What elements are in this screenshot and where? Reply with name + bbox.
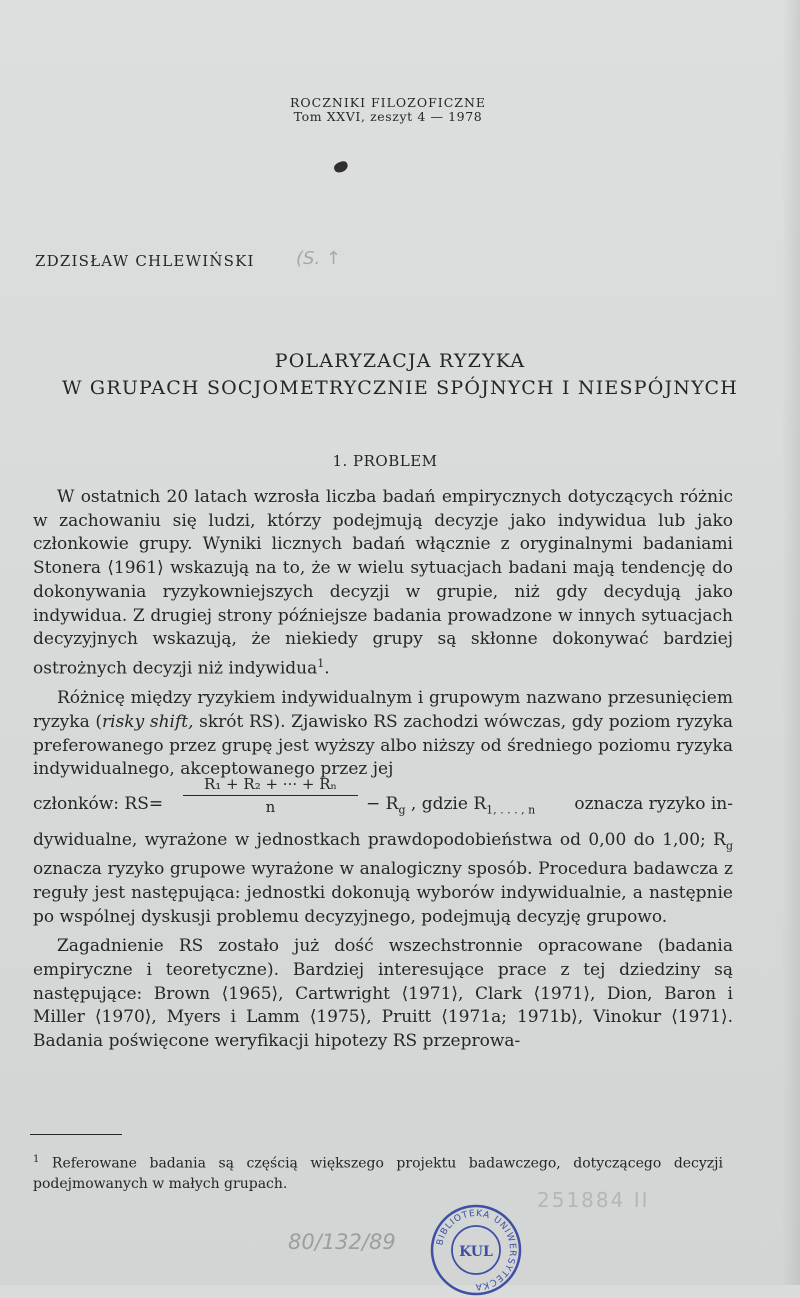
formula-minus: − R <box>366 794 399 815</box>
formula-sub-range: 1, . . . , n <box>486 803 536 817</box>
formula-denominator: n <box>265 798 276 817</box>
formula-sub-g: g <box>398 803 406 817</box>
paragraph-2-cont <box>33 829 733 929</box>
title-line-2: W GRUPACH SOCJOMETRYCZNIE SPÓJNYCH I NIESPÓJNYCH <box>61 377 739 399</box>
formula-where: , gdzie R <box>405 794 487 815</box>
footnote-ref: 1 <box>317 656 325 670</box>
paragraph-1-end: . <box>324 658 330 679</box>
paragraph-2-italic: risky shift, <box>102 711 194 732</box>
footnote-marker: 1 <box>33 1154 40 1165</box>
handwritten-note-right: 251884 II <box>537 1188 650 1212</box>
formula-line <box>33 775 733 829</box>
stamp-center-text: KUL <box>459 1244 493 1260</box>
formula-label: członków: RS= <box>33 794 164 815</box>
section-heading: 1. PROBLEM <box>332 452 438 470</box>
author-name: ZDZISŁAW CHLEWIŃSKI <box>35 252 255 270</box>
page-edge-shadow <box>782 0 800 1285</box>
journal-volume: Tom XXVI, zeszyt 4 — 1978 <box>293 109 483 124</box>
paragraph-2 <box>33 687 733 782</box>
body-text <box>33 486 733 1054</box>
title-line-1: POLARYZACJA RYZYKA <box>274 350 526 372</box>
handwritten-note-bottom: 80/132/89 <box>288 1230 396 1254</box>
paragraph-1 <box>33 486 733 681</box>
stamp-ring-path-text: BIBLIOTEKA UNIWERSYTECKA <box>435 1208 518 1292</box>
paragraph-2-sub-g: g <box>725 839 733 853</box>
library-stamp-icon <box>428 1202 524 1298</box>
formula-right: oznacza ryzyko in- <box>574 794 733 815</box>
paragraph-3: Zagadnienie RS zostało już dość wszechstronnie opracowane (badania empiryczne i teoretyczne). Bardziej interesujące prace z tej dziedziny są następujące: Brown ⟨1965⟩, Cartwright ⟨1971⟩, Clark ⟨1971⟩, Dion, Baron i Miller ⟨1970⟩, Myers i Lamm ⟨1975⟩, Pruitt ⟨1971a; 1971b⟩, Vinokur ⟨1971⟩. Badania poświęcone weryfikacji hipotezy RS przeprowa- <box>33 936 733 1052</box>
paragraph-2-text-b: skrót RS). Zjawisko RS zachodzi wówczas, gdy poziom ryzyka preferowanego przez grupę jest wyższy albo niższy od średniego poziomu ryzyka indywidualnego, akceptowanego przez jej <box>33 711 734 780</box>
footnote-text: Referowane badania są częścią większego projektu badawczego, dotyczącego decyzji podejmowanych w małych grupach. <box>33 1155 724 1192</box>
footnote-divider <box>30 1134 122 1135</box>
formula-fraction <box>183 774 358 818</box>
paragraph-2-text-a: Różnicę między ryzykiem indywidualnym i grupowym nazwano przesunięciem ryzyka ( <box>33 688 733 732</box>
ink-blot <box>333 160 350 174</box>
formula-numerator: R₁ + R₂ + ··· + Rₙ <box>183 774 358 796</box>
handwritten-note-top: (S. ↑ <box>296 248 341 269</box>
paragraph-2-text-c: dywidualne, wyrażone w jednostkach prawdopodobieństwa od 0,00 do 1,00; R <box>33 830 726 851</box>
paragraph-2-text-d: oznacza ryzyko grupowe wyrażone w analogiczny sposób. Procedura badawcza z reguły jest następująca: jednostki dokonują wyborów indywidualnie, a następnie po wspólnej dyskusji problemu decyzyjnego, podejmują decyzję grupowo. <box>33 859 733 927</box>
paragraph-1-text: W ostatnich 20 latach wzrosła liczba badań empirycznych dotyczących różnic w zachowaniu się ludzi, którzy podejmują decyzje jako indywidua lub jako członkowie grupy. Wyniki licznych badań włącznie z oryginalnymi badaniami Stonera ⟨1961⟩ wskazują na to, że w wielu sytuacjach badani mają tendencję do dokonywania ryzykowniejszych decyzji w grupie, niż gdy decydują jako indywidua. Z drugiej strony późniejsze badania prowadzone w innych sytuacjach decyzyjnych wskazują, że niekiedy grupy są skłonne dokonywać bardziej ostrożnych decyzji niż indywidua <box>33 487 733 679</box>
journal-header <box>0 96 776 124</box>
journal-name: ROCZNIKI FILOZOFICZNE <box>289 95 487 110</box>
article-title <box>20 348 780 402</box>
